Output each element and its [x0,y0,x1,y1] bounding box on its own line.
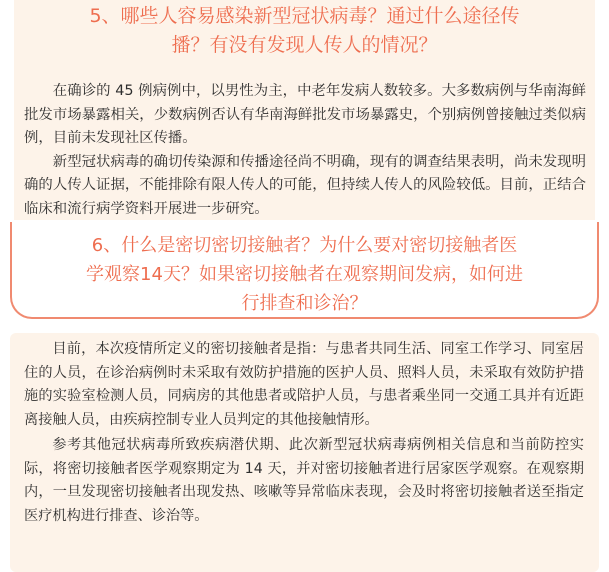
section-6-title [0,231,609,318]
section-6-body [24,338,584,528]
section-5-paragraph-1: 在确诊的 45 例病例中，以男性为主，中老年发病人数较多。大多数病例与华南海鲜批发市场暴露相关，少数病例否认有华南海鲜批发市场暴露史，个别病例曾接触过类似病例，目前未发现社区传播。 [24,83,586,146]
section-5-title-line-2: 播？有没有发现人传人的情况？ [171,34,438,56]
section-5-paragraph-2: 新型冠状病毒的确切传染源和传播途径尚不明确，现有的调查结果表明，尚未发现明确的人传人证据，不能排除有限人传人的可能，但持续人传人的风险较低。目前，正结合临床和流行病学资料开展进一步研究。 [24,153,586,217]
section-6-title-line-3: 行排查和诊治？ [241,293,368,314]
section-6-title-line-1: 6、什么是密切密切接触者？为什么要对密切接触者医 [91,235,518,256]
section-5-title-line-1: 5、哪些人容易感染新型冠状病毒？通过什么途径传 [89,5,520,27]
section-6-title-line-2: 学观察14天？如果密切接触者在观察期间发病，如何进 [86,264,523,285]
section-6-paragraph-2: 参考其他冠状病毒所致疾病潜伏期、此次新型冠状病毒病例相关信息和当前防控实际，将密切接触者医学观察期定为 14 天，并对密切接触者进行居家医学观察。在观察期内，一旦发现密切接触者出现发热、咳嗽等异常临床表现，会及时将密切接触者送至指定医疗机构进行排查、诊治等。 [24,437,584,524]
section-5-body [24,80,586,221]
section-5-title [0,2,609,62]
section-6-paragraph-1: 目前，本次疫情所定义的密切接触者是指：与患者共同生活、同室工作学习、同室居住的人员，在诊治病例时未采取有效防护措施的医护人员、照料人员，未采取有效防护措施的实验室检测人员，同病房的其他患者或陪护人员，与患者乘坐同一交通工具并有近距离接触人员，由疾病控制专业人员判定的其他接触情形。 [24,341,584,428]
